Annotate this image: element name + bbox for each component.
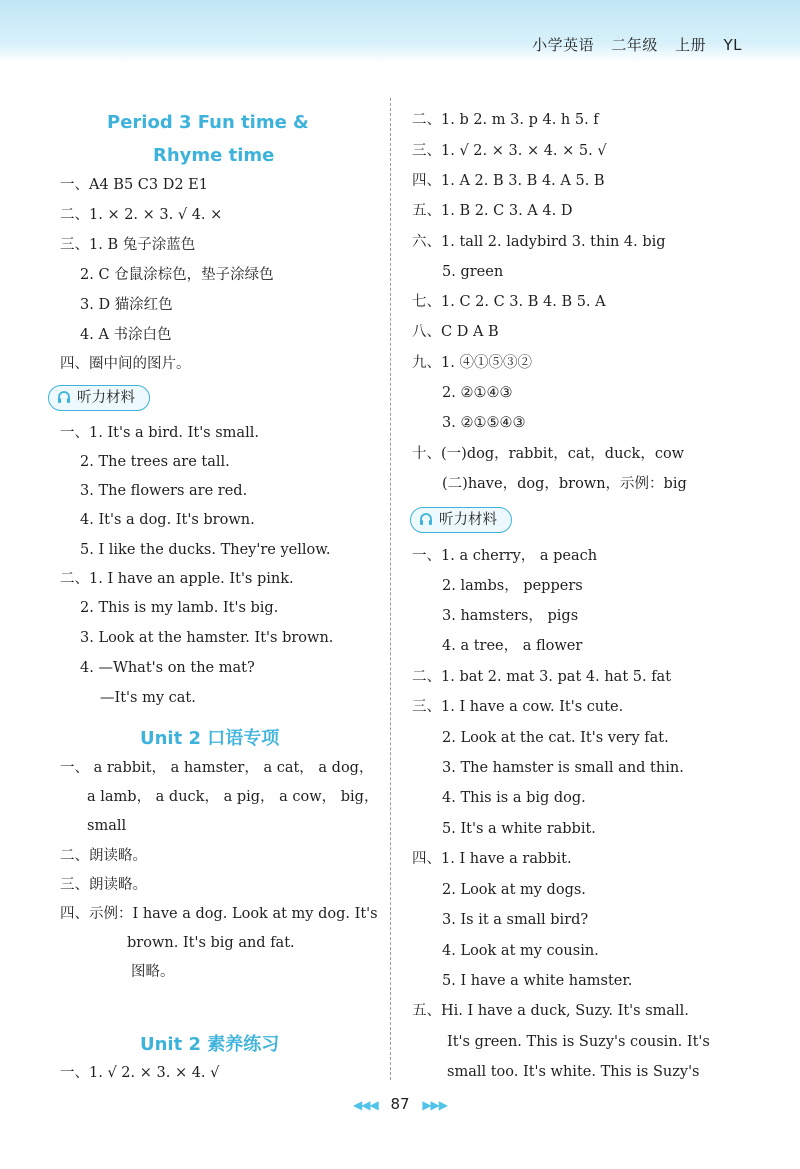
page-footer bbox=[0, 1095, 800, 1113]
answer-line: 2. C 仓鼠涂棕色，垫子涂绿色 bbox=[80, 267, 274, 283]
listening-line: 3. Is it a small bird? bbox=[442, 912, 589, 928]
section-title-practice: Unit 2 素养练习 bbox=[140, 1034, 280, 1055]
listening-label: 听力材料 bbox=[77, 390, 135, 406]
listening-line: 2. This is my lamb. It's big. bbox=[80, 600, 279, 616]
listening-line: 2. Look at the cat. It's very fat. bbox=[442, 730, 669, 746]
headphones-icon bbox=[419, 510, 433, 524]
headphones-icon bbox=[57, 388, 71, 402]
listening-line: 2. lambs， peppers bbox=[442, 578, 583, 594]
listening-line: 四、1. I have a rabbit. bbox=[412, 851, 572, 867]
answer-line: 3. D 猫涂红色 bbox=[80, 297, 173, 313]
listening-line: 二、1. I have an apple. It's pink. bbox=[60, 571, 294, 587]
answer-line: 十、(一)dog，rabbit，cat，duck，cow bbox=[412, 446, 685, 462]
listening-material-tag bbox=[48, 385, 150, 411]
listening-material-tag bbox=[410, 507, 512, 533]
section-title-oral: Unit 2 口语专项 bbox=[140, 728, 280, 749]
listening-line: 4. a tree， a flower bbox=[442, 638, 583, 654]
oral-line: brown. It's big and fat. bbox=[127, 935, 295, 951]
oral-line: small bbox=[87, 818, 127, 834]
left-arrows-icon: ◀◀◀ bbox=[352, 1098, 378, 1112]
oral-line: 二、朗读略。 bbox=[60, 848, 147, 864]
header-grade: 二年级 bbox=[611, 36, 658, 54]
right-arrows-icon: ▶▶▶ bbox=[422, 1098, 448, 1112]
answer-line: 4. A 书涂白色 bbox=[80, 327, 172, 343]
listening-line: 二、1. bat 2. mat 3. pat 4. hat 5. fat bbox=[412, 669, 672, 685]
answer-line: 二、1. b 2. m 3. p 4. h 5. f bbox=[412, 112, 599, 128]
answer-line: 二、1. × 2. × 3. √ 4. × bbox=[60, 207, 223, 223]
answer-line: 四、圈中间的图片。 bbox=[60, 356, 191, 372]
listening-line: 4. It's a dog. It's brown. bbox=[80, 512, 255, 528]
answer-line: 九、1. ④①⑤③② bbox=[412, 355, 532, 371]
listening-line: 4. Look at my cousin. bbox=[442, 943, 599, 959]
answer-line: 五、1. B 2. C 3. A 4. D bbox=[412, 203, 573, 219]
answer-line: (二)have，dog，brown，示例：big bbox=[442, 476, 687, 492]
answer-line: 七、1. C 2. C 3. B 4. B 5. A bbox=[412, 294, 606, 310]
oral-line: 四、示例：I have a dog. Look at my dog. It's bbox=[60, 906, 378, 922]
answer-line: 三、1. √ 2. × 3. × 4. × 5. √ bbox=[412, 143, 607, 159]
answer-line: 2. ②①④③ bbox=[442, 385, 513, 401]
listening-line: 五、Hi. I have a duck, Suzy. It's small. bbox=[412, 1003, 689, 1019]
answer-line: 一、A4 B5 C3 D2 E1 bbox=[60, 177, 208, 193]
listening-line: 2. The trees are tall. bbox=[80, 454, 230, 470]
listening-line: —It's my cat. bbox=[100, 690, 196, 706]
practice-line: 一、1. √ 2. × 3. × 4. √ bbox=[60, 1065, 220, 1081]
answer-line: 八、C D A B bbox=[412, 324, 499, 340]
listening-line: 2. Look at my dogs. bbox=[442, 882, 586, 898]
header-volume: 上册 bbox=[675, 36, 707, 54]
answer-line: 5. green bbox=[442, 264, 504, 280]
listening-line: 4. This is a big dog. bbox=[442, 790, 586, 806]
header-subject: 小学英语 bbox=[532, 36, 595, 54]
oral-line: 三、朗读略。 bbox=[60, 877, 147, 893]
section-title-period3: Period 3 Fun time & bbox=[107, 112, 309, 133]
listening-line: 3. The flowers are red. bbox=[80, 483, 248, 499]
listening-line: 5. I like the ducks. They're yellow. bbox=[80, 542, 331, 558]
column-divider bbox=[390, 98, 391, 1080]
answer-line: 六、1. tall 2. ladybird 3. thin 4. big bbox=[412, 234, 666, 250]
oral-line: 一、 a rabbit， a hamster， a cat， a dog， bbox=[60, 760, 374, 776]
answer-line: 三、1. B 兔子涂蓝色 bbox=[60, 237, 196, 253]
header-edition: YL bbox=[723, 36, 742, 54]
section-title-rhyme: Rhyme time bbox=[153, 145, 275, 166]
oral-line: a lamb， a duck， a pig， a cow， big， bbox=[87, 789, 379, 805]
listening-label: 听力材料 bbox=[439, 512, 497, 528]
listening-line: 三、1. I have a cow. It's cute. bbox=[412, 699, 624, 715]
listening-line: It's green. This is Suzy's cousin. It's bbox=[447, 1034, 710, 1050]
listening-line: 一、1. It's a bird. It's small. bbox=[60, 425, 259, 441]
listening-line: 3. Look at the hamster. It's brown. bbox=[80, 630, 334, 646]
listening-line: small too. It's white. This is Suzy's bbox=[447, 1064, 700, 1080]
listening-line: 4. —What's on the mat? bbox=[80, 660, 255, 676]
listening-line: 3. The hamster is small and thin. bbox=[442, 760, 684, 776]
listening-line: 一、1. a cherry， a peach bbox=[412, 548, 598, 564]
listening-line: 5. I have a white hamster. bbox=[442, 973, 633, 989]
page-number: 87 bbox=[390, 1095, 410, 1113]
listening-line: 5. It's a white rabbit. bbox=[442, 821, 596, 837]
oral-line: 图略。 bbox=[131, 964, 175, 980]
answer-line: 四、1. A 2. B 3. B 4. A 5. B bbox=[412, 173, 605, 189]
answer-line: 3. ②①⑤④③ bbox=[442, 415, 526, 431]
listening-line: 3. hamsters， pigs bbox=[442, 608, 579, 624]
book-header bbox=[520, 34, 742, 55]
